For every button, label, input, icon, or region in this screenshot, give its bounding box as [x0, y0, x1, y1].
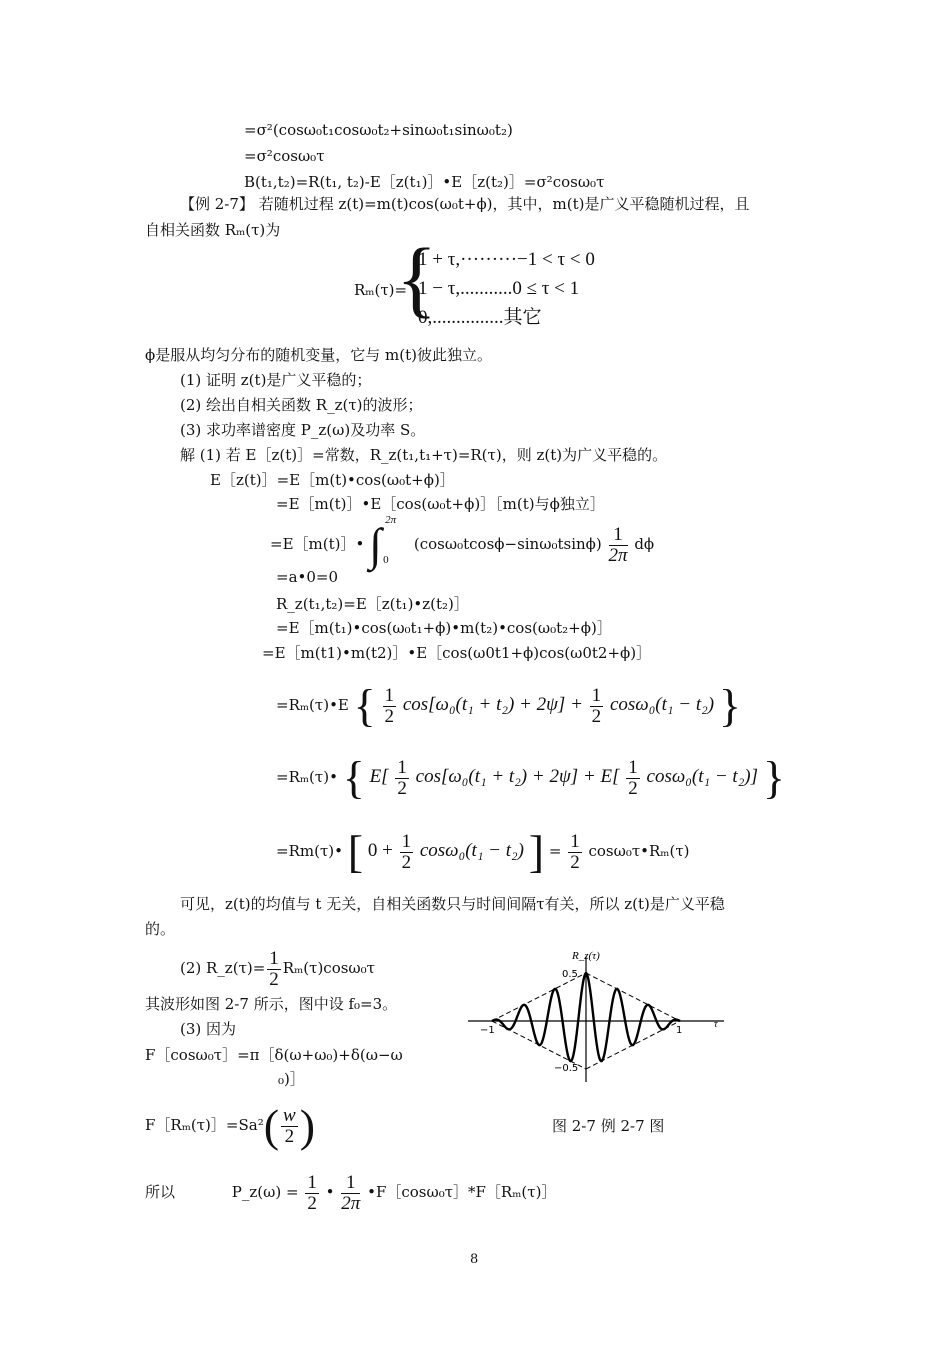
y-tick-positive: 0.5 [562, 969, 578, 980]
equation-line: =σ²cosω₀τ [244, 147, 325, 165]
text-line: 自相关函数 Rₘ(τ)为 [145, 221, 281, 239]
equation-text: cos[ω₀(t₁ + t₂) + 2ψ] + E[ [415, 766, 620, 787]
equation-text: cosω₀τ•Rₘ(τ) [588, 842, 690, 860]
equation-text: F［Rₘ(τ)］=Sa² [145, 1116, 264, 1134]
equation-line: =a•0=0 [276, 568, 339, 586]
equation-text: P_z(ω) = [231, 1183, 299, 1201]
envelope-line [586, 973, 680, 1021]
right-bracket: ] [528, 826, 545, 877]
fraction: $\frac{1}{2\pi}$ [608, 523, 628, 566]
left-curly-brace: { [353, 680, 376, 731]
fraction: $\frac{1}{2\pi}$ [341, 1171, 361, 1214]
integral-equation [270, 514, 655, 570]
left-paren: ( [263, 1100, 280, 1151]
equation-text: (cosω₀tcosϕ−sinω₀tsinϕ) [413, 535, 602, 553]
question-line: (1) 证明 z(t)是广义平稳的； [180, 371, 372, 389]
equation-line: F［cosω₀τ］=π［δ(ω+ω₀)+δ(ω−ω [145, 1046, 403, 1064]
example-heading: 【例 2-7】 若随机过程 z(t)=m(t)cos(ω₀t+ϕ)，其中，m(t)是广义平稳随机过程，且 [180, 195, 750, 213]
equation-text: =Rₘ(τ)•E [276, 696, 349, 714]
equation-text: •F［cosω₀τ］*F［Rₘ(τ)］ [367, 1183, 557, 1201]
envelope-line [492, 973, 586, 1021]
question-line: (3) 求功率谱密度 P_z(ω)及功率 S。 [180, 421, 426, 439]
equation-line [276, 752, 785, 803]
equation-text: = [548, 842, 562, 860]
equation-line [145, 1100, 315, 1150]
equation-line: E［z(t)］=E［m(t)•cos(ω₀t+ϕ)］ [210, 471, 455, 489]
left-bracket: [ [347, 826, 364, 877]
piecewise-case: 1 − τ,...........0 ≤ τ < 1 [418, 278, 580, 299]
piecewise-case: 0,...............其它 [418, 307, 542, 328]
equation-line [180, 946, 375, 990]
equation-text: =Rm(τ)• [276, 842, 343, 860]
text-line: (3) 因为 [180, 1020, 237, 1038]
y-axis-label: R_z(τ) [572, 950, 600, 962]
equation-text: dϕ [634, 535, 655, 553]
equation-line [276, 826, 690, 877]
fraction: $\frac{1}{2}$ [591, 684, 602, 727]
text-line: ϕ是服从均匀分布的随机变量，它与 m(t)彼此独立。 [145, 346, 492, 364]
equation-text: cos[ω₀(t₁ + t₂) + 2ψ] + [402, 694, 583, 715]
figure-caption: 图 2-7 例 2-7 图 [552, 1117, 665, 1135]
y-tick-negative: −0.5 [554, 1063, 579, 1074]
page-number: 8 [470, 1252, 479, 1267]
integral-upper-limit: 2π [385, 514, 397, 526]
equation-text: Rₘ(τ)cosω₀τ [282, 959, 375, 977]
piecewise-label: Rₘ(τ)= [354, 281, 408, 299]
x-tick-positive: 1 [676, 1025, 683, 1036]
left-brace: { [396, 230, 438, 326]
equation-text: cosω₀(t₁ − t₂) [419, 840, 524, 861]
integral-sign: ∫ [369, 519, 382, 570]
equation-line: =σ²(cosω₀t₁cosω₀t₂+sinω₀t₁sinω₀t₂) [244, 121, 513, 139]
piecewise-case: 1 + τ,·········−1 < τ < 0 [418, 249, 595, 270]
left-curly-brace: { [342, 752, 365, 803]
equation-line: =E［m(t₁)•cos(ω₀t₁+ϕ)•m(t₂)•cos(ω₀t₂+ϕ)］ [276, 619, 612, 637]
integral-lower-limit: 0 [383, 554, 389, 566]
equation-text: E[ [369, 766, 389, 787]
equation-text: 所以 [145, 1183, 176, 1201]
fraction: $\frac{1}{2}$ [307, 1171, 317, 1214]
equation-line: ₀)］ [278, 1070, 305, 1088]
equation-text: =E［m(t)］• [270, 535, 365, 553]
fraction: $\frac{1}{2}$ [384, 684, 395, 727]
fraction: $\frac{1}{2}$ [397, 756, 407, 799]
autocorrelation-figure [462, 937, 734, 1087]
right-curly-brace: } [718, 680, 741, 731]
equation-text: =Rₘ(τ)• [276, 768, 338, 786]
fraction: $\frac{1}{2}$ [269, 947, 279, 990]
question-line: (2) 绘出自相关函数 R_z(τ)的波形； [180, 396, 423, 414]
equation-line: B(t₁,t₂)=R(t₁, t₂)-E［z(t₁)］•E［z(t₂)］=σ²cosω₀τ [244, 173, 605, 191]
equation-text: cosω₀(t₁ − t₂)] [646, 766, 759, 787]
text-line: 的。 [145, 920, 176, 938]
right-curly-brace: } [762, 752, 785, 803]
fraction: $\frac{w}{2}$ [283, 1104, 296, 1147]
equation-text: • [325, 1183, 335, 1201]
equation-line [276, 680, 741, 731]
equation-text: cosω₀(t₁ − t₂) [609, 694, 715, 715]
text-line: 可见，z(t)的均值与 t 无关，自相关函数只与时间间隔τ有关，所以 z(t)是广义平稳 [180, 895, 725, 913]
right-paren: ) [299, 1100, 316, 1151]
x-tick-negative: −1 [480, 1025, 495, 1036]
x-axis-label: τ [714, 1019, 718, 1030]
equation-line: R_z(t₁,t₂)=E［z(t₁)•z(t₂)］ [276, 595, 469, 613]
fraction: $\frac{1}{2}$ [401, 830, 412, 873]
equation-line [145, 1168, 556, 1216]
solution-line: 解 (1) 若 E［z(t)］=常数，R_z(t₁,t₁+τ)=R(τ)，则 z(t)为广义平稳的。 [180, 446, 668, 464]
equation-text: 0 + [367, 840, 393, 861]
text-line: 其波形如图 2-7 所示，图中设 f₀=3。 [145, 995, 398, 1013]
equation-text: (2) R_z(τ)= [180, 959, 266, 977]
equation-line: =E［m(t1)•m(t2)］•E［cos(ω0t1+ϕ)cos(ω0t2+ϕ)］ [262, 644, 652, 662]
fraction: $\frac{1}{2}$ [628, 756, 638, 799]
equation-line: =E［m(t)］•E［cos(ω₀t+ϕ)］［m(t)与ϕ独立］ [276, 495, 605, 513]
fraction: $\frac{1}{2}$ [570, 830, 580, 873]
